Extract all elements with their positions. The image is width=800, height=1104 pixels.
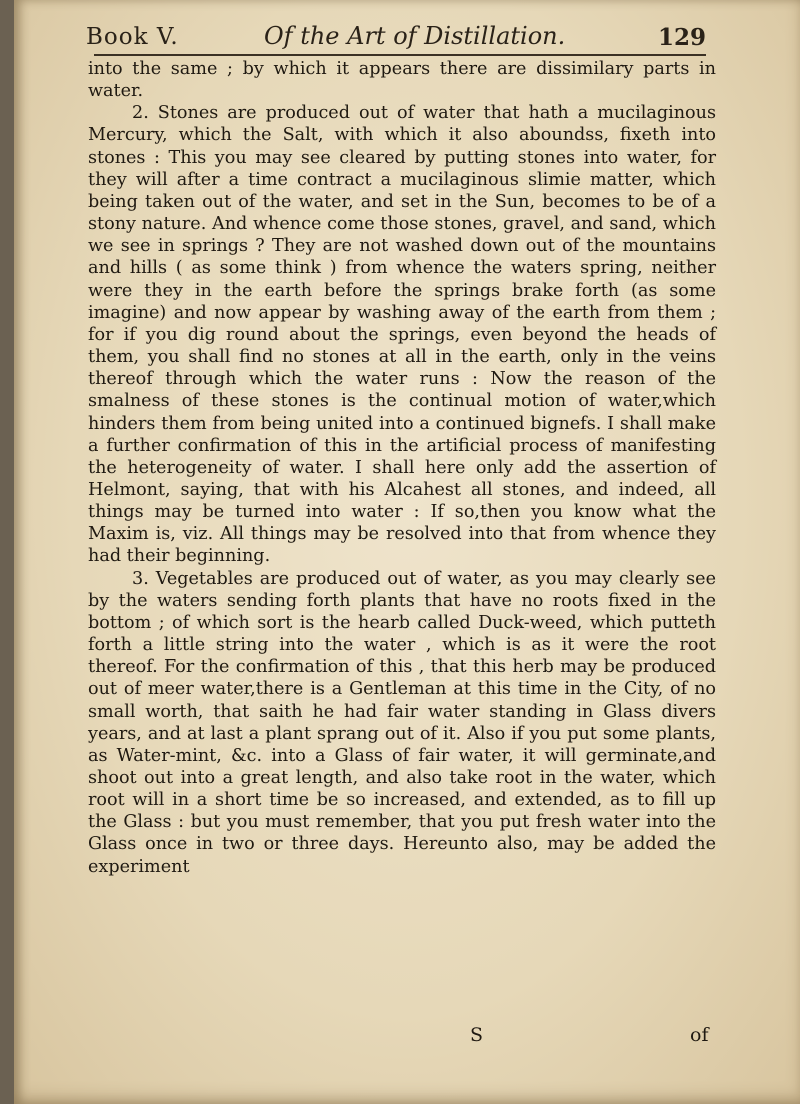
signature-mark: S xyxy=(470,1024,484,1046)
paragraph-vegetables: 3. Vegetables are produced out of water, as you may clearly see by the waters sending forth plants that have no roots fixed in the bottom ; of which sort is the hearb called Duck-weed, which putteth forth a little string into the water , which is as it were the root thereof. For the confirmation of this , that this herb may be produced out of meer water,there is a Gentleman at this time in the City, of no small worth, that saith he had fair water standing in Glass divers years, and at last a plant sprang out of it. Also if you put some plants, as Water-mint, &c. into a Glass of fair water, it will germinate,and shoot out into a great length, and also take root in the water, which root will in a short time be so increased, and extended, as to fill up the Glass : but you must remember, that you put fresh water into the Glass once in two or three days. Hereunto also, may be added the experiment xyxy=(88,568,716,877)
book-number: Book V. xyxy=(86,24,179,50)
header-rule xyxy=(94,54,706,56)
body-text xyxy=(88,58,716,878)
paragraph-stones: 2. Stones are produced out of water that hath a mucilaginous Mercury, which the Salt, with which it also aboundss, fixeth into stones : This you may see cleared by putting stones into water, for they will after a time contract a mucilaginous slimie matter, which being taken out of the water, and set in the Sun, becomes to be of a stony nature. And whence come those stones, gravel, and sand, which we see in springs ? They are not washed down out of the mountains and hills ( as some think ) from whence the waters spring, neither were they in the earth before the springs brake forth (as some imagine) and now appear by washing away of the earth from them ; for if you dig round about the springs, even beyond the heads of them, you shall find no stones at all in the earth, only in the veins thereof through which the water runs : Now the reason of the smalness of these stones is the continual motion of water,which hinders them from being united into a continued bignefs. I shall make a further confirmation of this in the artificial process of manifesting the heterogeneity of water. I shall here only add the assertion of Helmont, saying, that with his Alcahest all stones, and indeed, all things may be turned into water : If so,then you know what the Maxim is, viz. All things may be resolved into that from whence they had their beginning. xyxy=(88,103,716,567)
page-number: 129 xyxy=(657,24,706,51)
catchword: of xyxy=(690,1024,709,1046)
running-header xyxy=(86,20,706,54)
book-page xyxy=(14,0,800,1104)
paragraph-continuation: into the same ; by which it appears there are dissimilary parts in water. xyxy=(88,59,716,102)
running-title: Of the Art of Distillation. xyxy=(264,22,566,50)
